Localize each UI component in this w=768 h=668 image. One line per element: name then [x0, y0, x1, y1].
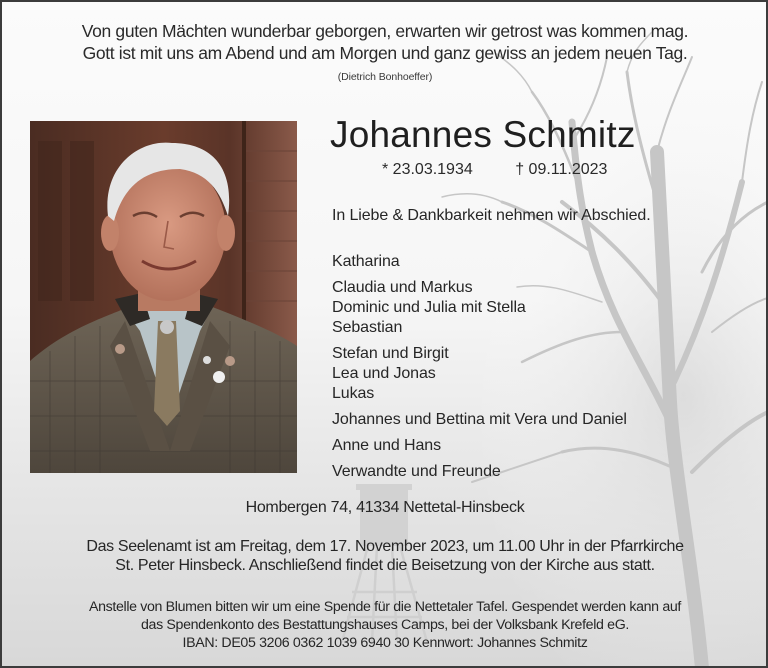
motto-line: Von guten Mächten wunderbar geborgen, erwarten wir getrost was kommen mag. [81, 21, 689, 41]
mourner-group [332, 410, 627, 430]
life-dates [382, 160, 607, 180]
mourner-name: Johannes und Bettina mit Vera und Daniel [332, 411, 627, 428]
mourner-name: Claudia und Markus [332, 279, 473, 296]
mourner-name: Anne und Hans [332, 437, 442, 454]
mourner-group [332, 344, 627, 404]
mourner-name: Lea und Jonas [332, 365, 436, 382]
mourner-name: Katharina [332, 253, 400, 270]
mourner-name: Lukas [332, 385, 375, 402]
mourners-list [332, 252, 627, 488]
portrait-image [30, 121, 297, 473]
motto-line: Gott ist mit uns am Abend und am Morgen und ganz gewiss an jedem neuen Tag. [82, 43, 688, 63]
deceased-name: Johannes Schmitz [330, 114, 636, 155]
motto-author: (Dietrich Bonhoeffer) [337, 71, 433, 83]
donation-iban: IBAN: DE05 3206 0362 1039 6940 30 Kennwort: Johannes Schmitz [182, 635, 588, 651]
mourner-name: Stefan und Birgit [332, 345, 449, 362]
death-date: † 09.11.2023 [515, 161, 608, 178]
donation-line: Anstelle von Blumen bitten wir um eine Spende für die Nettetaler Tafel. Gespendet werden kann auf [89, 599, 681, 615]
mourner-name: Verwandte und Freunde [332, 463, 501, 480]
farewell-message: In Liebe & Dankbarkeit nehmen wir Abschied. [332, 207, 651, 224]
funeral-service-info [2, 537, 768, 575]
motto-quote [2, 20, 768, 84]
family-address: Hombergen 74, 41334 Nettetal-Hinsbeck [245, 499, 525, 516]
donation-line: das Spendenkonto des Bestattungshauses Camps, bei der Volksbank Krefeld eG. [141, 617, 629, 633]
donation-info [2, 598, 768, 652]
service-line: Das Seelenamt ist am Freitag, dem 17. November 2023, um 11.00 Uhr in der Pfarrkirche [86, 538, 684, 555]
mourner-group [332, 436, 627, 456]
portrait-photo [30, 121, 297, 473]
mourner-name: Dominic und Julia mit Stella [332, 299, 526, 316]
birth-date: * 23.03.1934 [382, 161, 473, 178]
mourner-group [332, 278, 627, 338]
mourner-name: Sebastian [332, 319, 403, 336]
mourner-group [332, 462, 627, 482]
mourner-group [332, 252, 627, 272]
service-line: St. Peter Hinsbeck. Anschließend findet die Beisetzung von der Kirche aus statt. [115, 557, 655, 574]
notice-content [2, 2, 768, 668]
